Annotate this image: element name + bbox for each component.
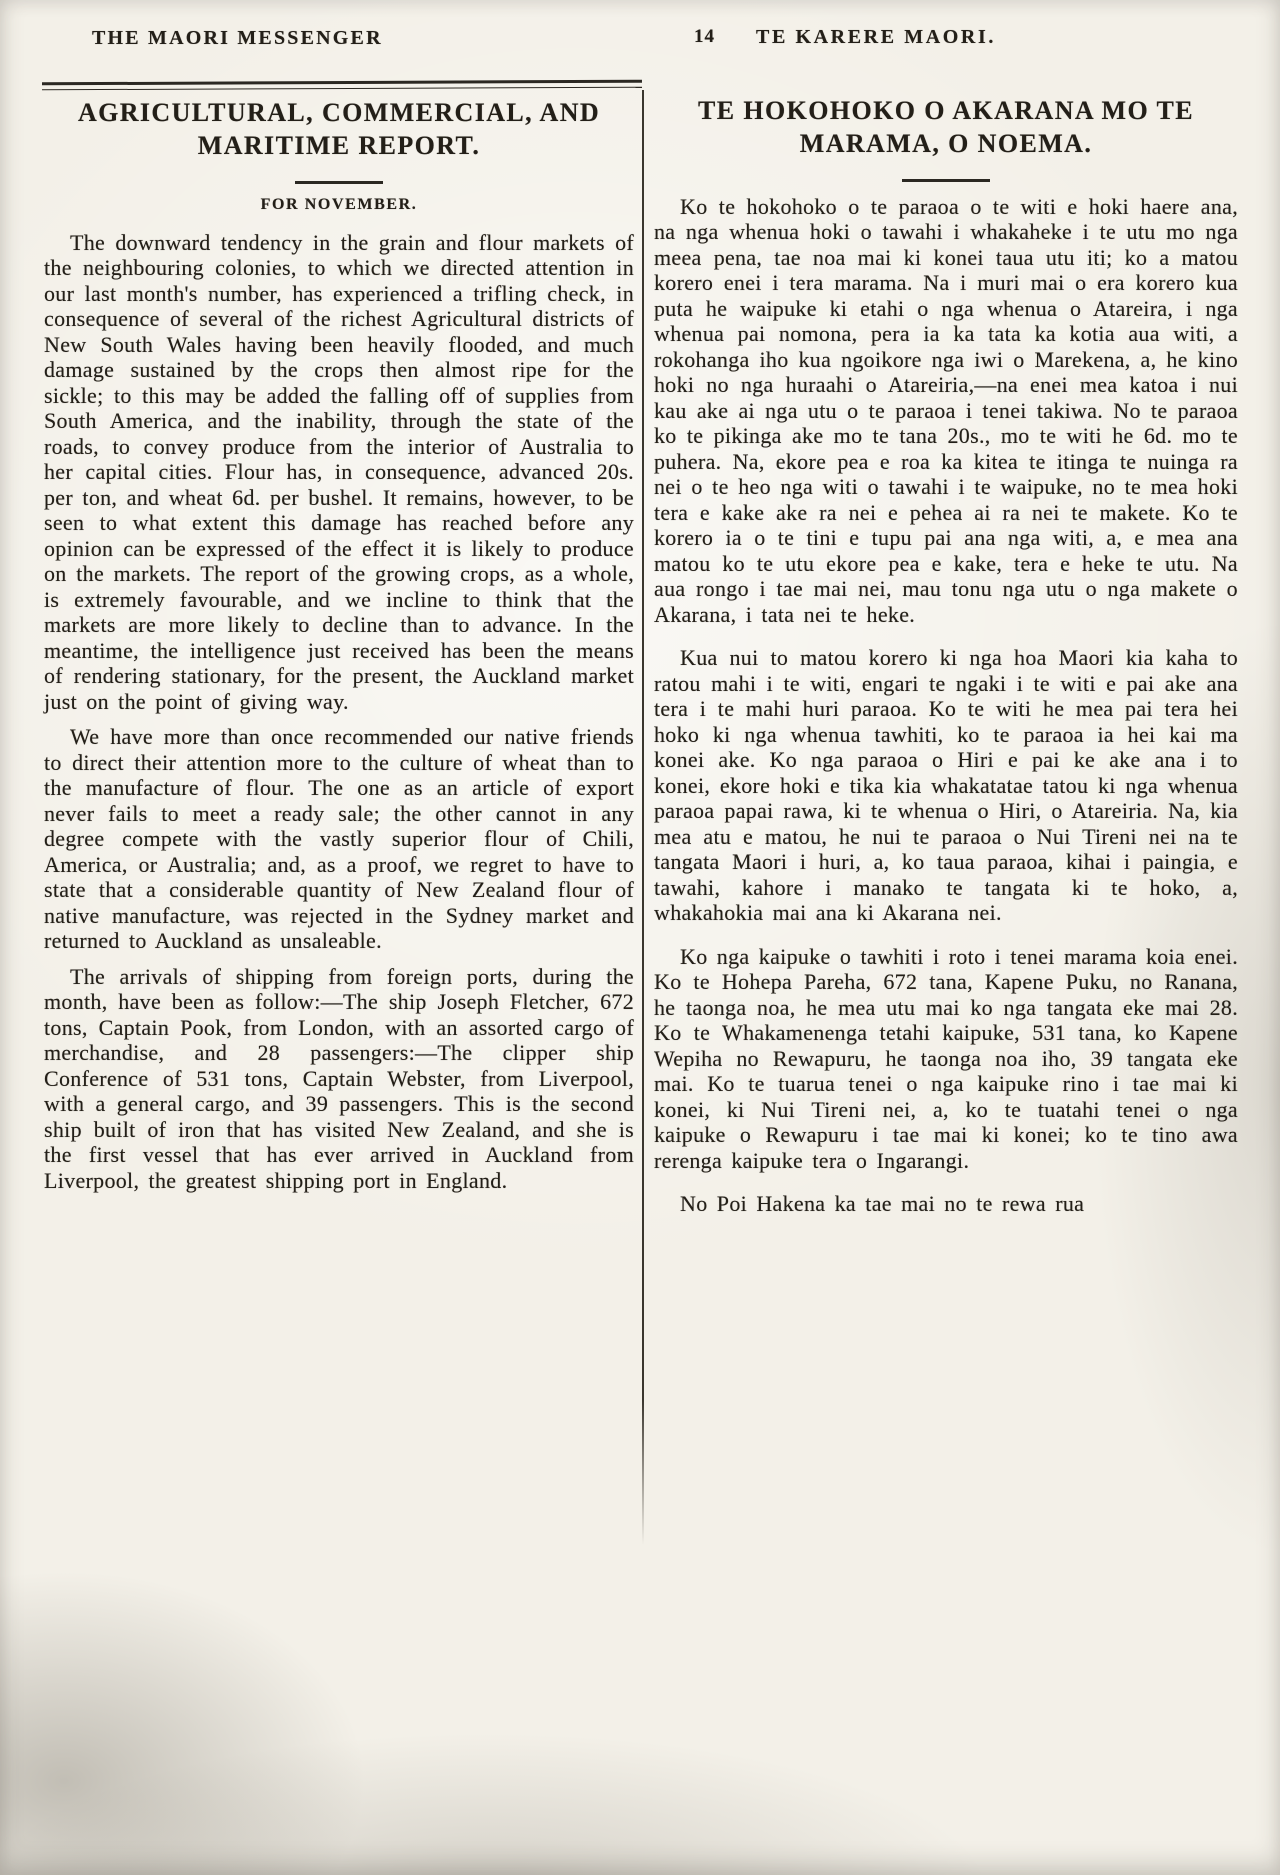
maori-paragraph-3: Ko nga kaipuke o tawhiti i roto i tenei marama koia enei. Ko te Hohepa Pareha, 672 tana, Kapene Puku, no Ranana, he taonga noa, he mea utu mai ko nga tangata eke mai 28. Ko te Whakamenenga tetahi kaipuke, 531 tana, ko Kapene Wepiha no Rewapuru, he taonga noa iho, 39 tangata eke mai. Ko te tuarua tenei o nga kaipuke rino i tae mai ki konei, ki Nui Tireni nei, a, ko te tuatahi tenei o nga kaipuke o Rewapuru i tae mai ki konei; ko te tino awa rerenga kaipuke tera o Ingarangi.: [654, 943, 1238, 1173]
english-heading-line-1: AGRICULTURAL, COMMERCIAL, AND: [77, 98, 601, 127]
maori-heading-line-1: TE HOKOHOKO O AKARANA MO TE: [698, 96, 1194, 125]
page-columns: [44, 90, 1238, 1545]
maori-paragraph-4: No Poi Hakena ka tae mai no te rewa rua: [680, 1191, 1085, 1217]
english-section-divider: [295, 181, 383, 184]
english-column: [44, 90, 634, 1203]
maori-paragraph-1: Ko te hokohoko o te paraoa o te witi e hoki haere ana, na nga whenua hoki o tawahi i whakaheke i te utu mo nga meea pena, tae noa mai ki konei taua utu iti; ko a matou korero enei i tera marama. Na i muri mai o era korero kua puta he waipuke ki etahi o nga whenua o Atareira, i nga whenua pai nomona, pera ia ka tata ka kotia aua witi, a rokohanga iho kua ngoikore nga iwi o Marekena, a, he kino hoki no nga huraahi o Atareiria,—na enei mea katoa i nui kau ake ai nga utu o te paraoa i tenei takiwa. No te paraoa ko te pikinga ake mo te tana 20s., mo te witi he 6d. mo te puhera. Na, ekore pea e roa ka kitea te itinga te nuinga ra nei o te heo nga witi o tawahi i te waipuke, no te mea hoki tera e kake ake ra nei e pehea ai ra nei te makete. Ko te korero ia o te tini e tupu pai ana nga witi, a, e mea ana matou ko te utu ekore pea e kake, tera e heke te utu. Na aua rongo i tae mai nei, mau tonu nga utu o nga makete o Akarana, i tata nei te heke.: [654, 193, 1238, 627]
column-divider-rule: [642, 90, 644, 1545]
page-number: 14: [694, 26, 715, 47]
english-paragraph-1: The downward tendency in the grain and flour markets of the neighbouring colonies, to which we directed attention in our last month's number, has experienced a trifling check, in consequence of several of the richest Agricultural districts of New South Wales having been heavily flooded, and much damage sustained by the crops then almost ripe for the sickle; to this may be added the falling off of supplies from South America, and the inability, through the state of the roads, to convey produce from the interior of Australia to her capital cities. Flour has, in consequence, advanced 20s. per ton, and wheat 6d. per bushel. It remains, however, to be seen to what extent this damage has reached before any opinion can be expressed of the effect it is likely to produce on the markets. The report of the growing crops, as a whole, is extremely favourable, and we incline to think that the markets are more likely to decline than to advance. In the meantime, the intelligence just received has been the means of rendering stationary, for the present, the Auckland market just on the point of giving way.: [44, 229, 634, 714]
maori-section-divider: [902, 179, 990, 182]
maori-section-heading: [654, 94, 1238, 161]
english-heading-line-2: MARITIME REPORT.: [197, 131, 481, 161]
masthead-title-english: THE MAORI MESSENGER: [92, 27, 383, 49]
english-section-heading: [44, 96, 634, 163]
maori-paragraph-2: Kua nui to matou korero ki nga hoa Maori kia kaha to ratou mahi i te witi, engari te ngaki i te witi e pai ake ana tera i te mahi huri paraoa. Ko te witi he mea pai tera hei hoko ki nga whenua tawhiti, ko te paraoa ia hei kai ma konei ake. Ko nga paraoa o Hiri e pai ke ake ana i to konei, ekore hoki e tika kia whakatatae tatou ki nga whenua paraoa papai rawa, ki te whenua o Hiri, o Atareiria. Na, kia mea atu e matou, he nui te paraoa o Nui Tireni nei na te tangata Maori i huri, a, ko taua paraoa, kihai i paingia, e tawahi, kahore i manako te tangata ki te hoko, a, whakahokia mai ana ki Akarana nei.: [654, 645, 1238, 926]
english-paragraph-3: The arrivals of shipping from foreign ports, during the month, have been as follow:—The ship Joseph Fletcher, 672 tons, Captain Pook, from London, with an assorted cargo of merchandise, and 28 passengers:—The clipper ship Conference of 531 tons, Captain Webster, from Liverpool, with a general cargo, and 39 passengers. This is the second ship built of iron that has visited New Zealand, and she is the first vessel that has ever arrived in Auckland from Liverpool, the greatest shipping port in England.: [44, 963, 634, 1193]
maori-column: [654, 90, 1238, 1235]
maori-heading-line-2: MARAMA, O NOEMA.: [799, 129, 1093, 159]
masthead-rule: [42, 80, 642, 91]
masthead-title-maori: TE KARERE MAORI.: [756, 26, 996, 48]
for-november-subheading: FOR NOVEMBER.: [260, 195, 418, 213]
english-paragraph-2: We have more than once recommended our native friends to direct their attention more to the culture of wheat than to the manufacture of flour. The one as an article of export never fails to meet a ready sale; the other cannot in any degree compete with the vastly superior flour of Chili, America, or Australia; and, as a proof, we regret to have to state that a considerable quantity of New Zealand flour of native manufacture, was rejected in the Sydney market and returned to Auckland as unsaleable.: [44, 724, 634, 954]
